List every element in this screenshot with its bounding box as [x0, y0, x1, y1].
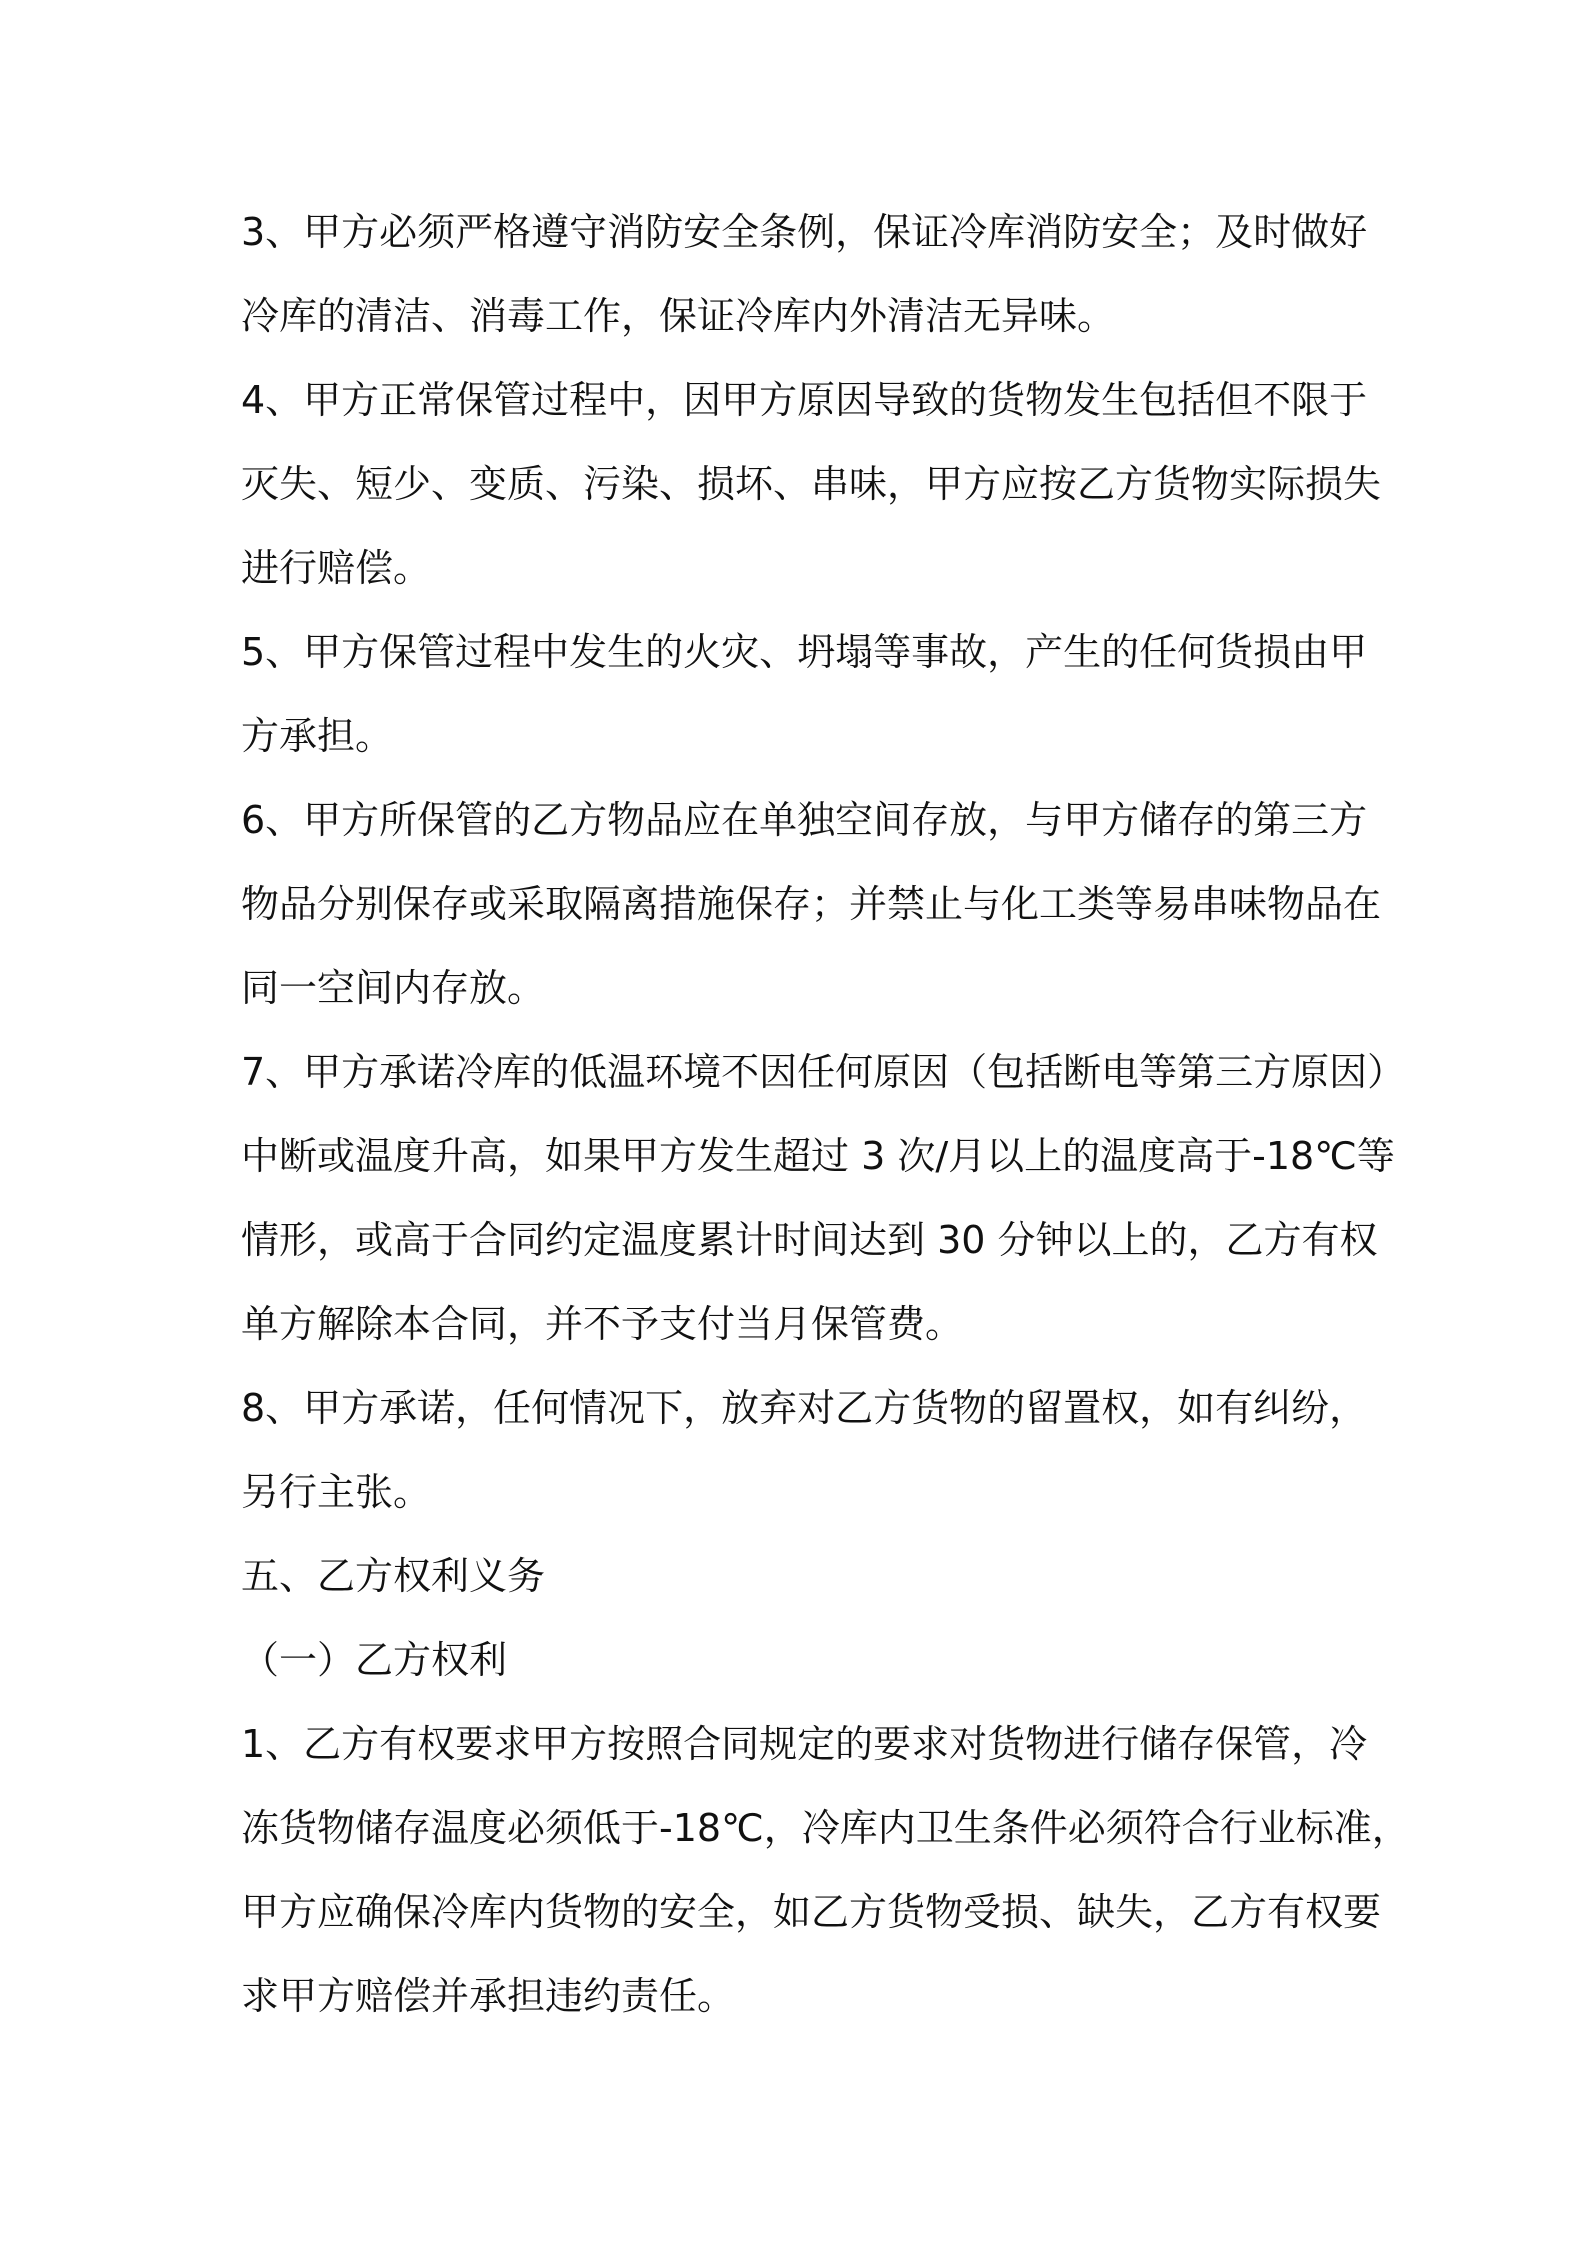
clause-7-line-3: 情形，或高于合同约定温度累计时间达到 30 分钟以上的，乙方有权 [241, 1218, 1378, 1262]
right-1-line-1: 1、乙方有权要求甲方按照合同规定的要求对货物进行储存保管，冷 [241, 1722, 1368, 1766]
clause-3-line-1: 3、甲方必须严格遵守消防安全条例，保证冷库消防安全；及时做好 [241, 210, 1368, 254]
clause-8-line-1: 8、甲方承诺，任何情况下，放弃对乙方货物的留置权，如有纠纷， [241, 1386, 1368, 1430]
clause-4-line-1: 4、甲方正常保管过程中，因甲方原因导致的货物发生包括但不限于 [241, 378, 1368, 422]
document-body [241, 190, 1410, 2038]
clause-5-line-2: 方承担。 [241, 714, 394, 758]
section-heading: 五、乙方权利义务 [241, 1554, 546, 1598]
clause-6-line-1: 6、甲方所保管的乙方物品应在单独空间存放，与甲方储存的第三方 [241, 798, 1368, 842]
clause-8-line-2: 另行主张。 [241, 1470, 432, 1514]
clause-7-line-1: 7、甲方承诺冷库的低温环境不因任何原因（包括断电等第三方原因） [241, 1050, 1406, 1094]
clause-7-line-2: 中断或温度升高，如果甲方发生超过 3 次/月以上的温度高于-18℃等 [241, 1134, 1395, 1178]
clause-6-line-2: 物品分别保存或采取隔离措施保存；并禁止与化工类等易串味物品在 [241, 882, 1382, 926]
clause-6-line-3: 同一空间内存放。 [241, 966, 546, 1010]
right-1-line-4: 求甲方赔偿并承担违约责任。 [241, 1974, 736, 2018]
clause-4-line-2: 灭失、短少、变质、污染、损坏、串味，甲方应按乙方货物实际损失 [241, 462, 1382, 506]
clause-3-line-2: 冷库的清洁、消毒工作，保证冷库内外清洁无异味。 [241, 294, 1116, 338]
right-1-line-2: 冻货物储存温度必须低于-18℃，冷库内卫生条件必须符合行业标准， [241, 1806, 1410, 1850]
right-1-line-3: 甲方应确保冷库内货物的安全，如乙方货物受损、缺失，乙方有权要 [241, 1890, 1382, 1934]
clause-5-line-1: 5、甲方保管过程中发生的火灾、坍塌等事故，产生的任何货损由甲 [241, 630, 1368, 674]
subsection-heading: （一）乙方权利 [241, 1638, 508, 1682]
clause-7-line-4: 单方解除本合同，并不予支付当月保管费。 [241, 1302, 964, 1346]
clause-4-line-3: 进行赔偿。 [241, 546, 432, 590]
